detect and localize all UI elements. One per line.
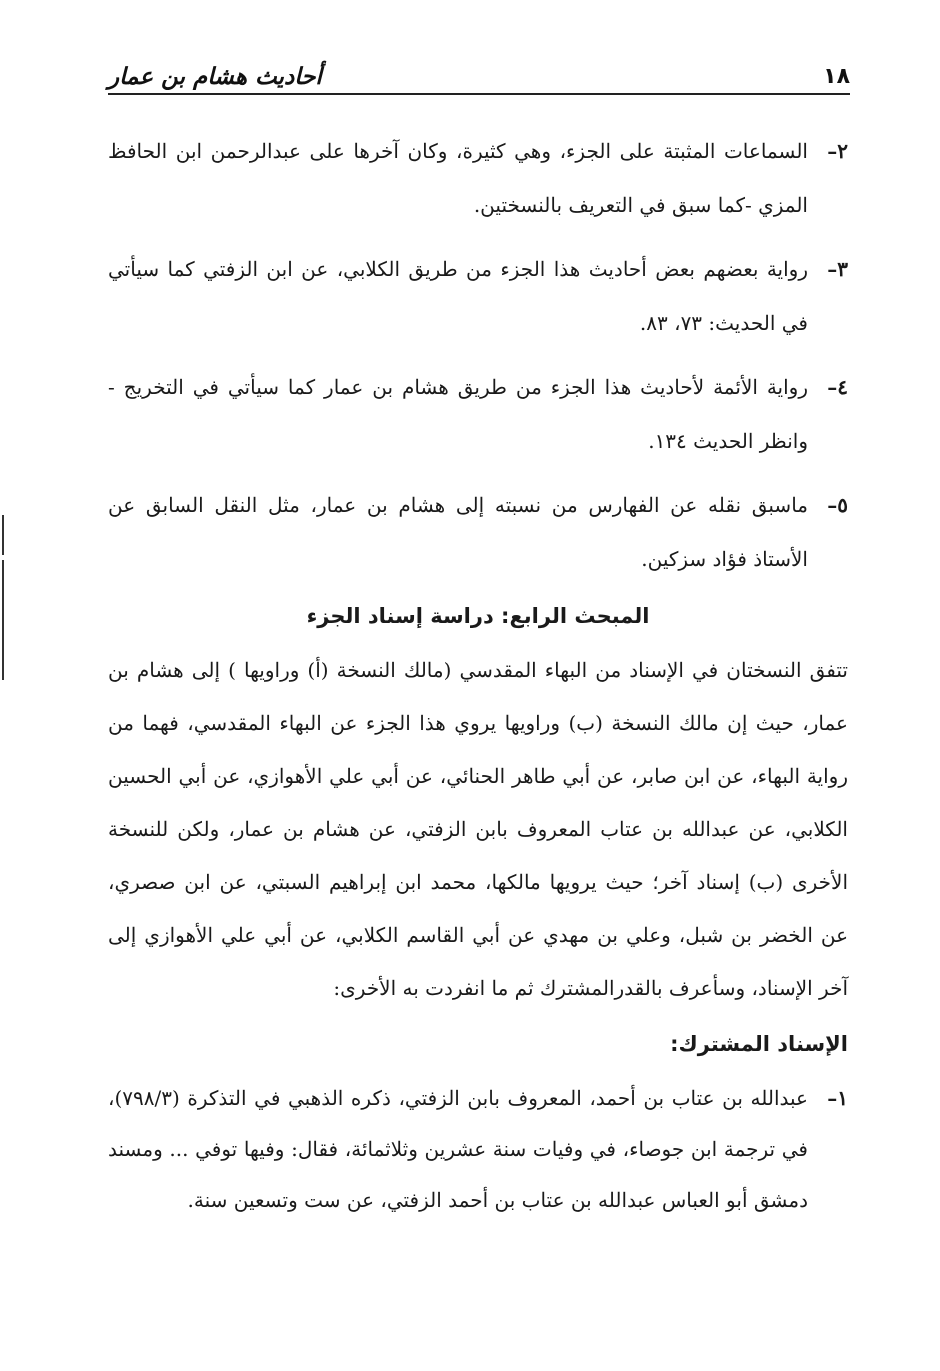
scan-edge-mark xyxy=(2,515,4,555)
header-rule xyxy=(108,93,850,95)
scan-edge-mark xyxy=(2,560,4,680)
section-paragraph: تتفق النسختان في الإسناد من البهاء المقدسي (مالك النسخة (أ) وراويها ) إلى هشام بن عمار، حيث إن مالك النسخة (ب) وراويها يروي هذا الجزء عن البهاء المقدسي، فهما من رواية البهاء، عن ابن صابر، عن أبي طاهر الحنائي، عن أبي علي الأهوازي، عن أبي الحسين الكلابي، عن عبدالله بن عتاب المعروف بابن الزفتي، عن هشام بن عمار، ولكن للنسخة الأخرى (ب) إسناد آخر؛ حيث يرويها مالكها، محمد ابن إبراهيم السبتي، عن ابن صصري، عن الخضر بن شبل، وعلي بن مهدي عن أبي القاسم الكلابي، عن أبي علي الأهوازي إلى آخر الإسناد، وسأعرف بالقدرالمشترك ثم ما انفردت به الأخرى: xyxy=(108,658,848,1000)
list-item-text: عبدالله بن عتاب بن أحمد، المعروف بابن الزفتي، ذكره الذهبي في التذكرة (٧٩٨/٣)، في ترجمة ابن جوصاء، في وفيات سنة عشرين وثلاثمائة، فقال: وفيها توفي ... ومسند دمشق أبو العباس عبدالله بن عتاب بن أحمد الزفتي، عن ست وتسعين سنة. xyxy=(108,1086,808,1212)
list-item-number: ٤– xyxy=(827,375,848,399)
list-item xyxy=(108,478,848,586)
list-item-text: رواية الأئمة لأحاديث هذا الجزء من طريق هشام بن عمار كما سيأتي في التخريج - وانظر الحديث ١٣٤. xyxy=(108,375,808,453)
list-item-number: ٢– xyxy=(827,139,848,163)
list-item xyxy=(108,360,848,468)
section-heading: المبحث الرابع: دراسة إسناد الجزء xyxy=(306,604,650,628)
page-number: ١٨ xyxy=(823,64,850,89)
list-item xyxy=(108,242,848,350)
list-item xyxy=(108,124,848,232)
list-item-text: السماعات المثبتة على الجزء، وهي كثيرة، وكان آخرها على عبدالرحمن ابن الحافظ المزي -كما سبق في التعريف بالنسختين. xyxy=(108,139,808,217)
list-item-number: ٣– xyxy=(827,257,848,281)
list-item-text: ماسبق نقله عن الفهارس من نسبته إلى هشام بن عمار، مثل النقل السابق عن الأستاذ فؤاد سزكين. xyxy=(108,493,808,571)
running-title: أحاديث هشام بن عمار xyxy=(108,64,322,90)
list-item-number: ١– xyxy=(827,1086,848,1110)
page-header xyxy=(108,52,850,92)
list-item xyxy=(108,1073,848,1226)
sub-heading: الإسناد المشترك: xyxy=(670,1032,848,1056)
list-item-text: رواية بعضهم بعض أحاديث هذا الجزء من طريق الكلابي، عن ابن الزفتي كما سيأتي في الحديث: ٧٣، ٨٣. xyxy=(108,257,808,335)
list-item-number: ٥– xyxy=(827,493,848,517)
page-body xyxy=(108,124,848,1236)
